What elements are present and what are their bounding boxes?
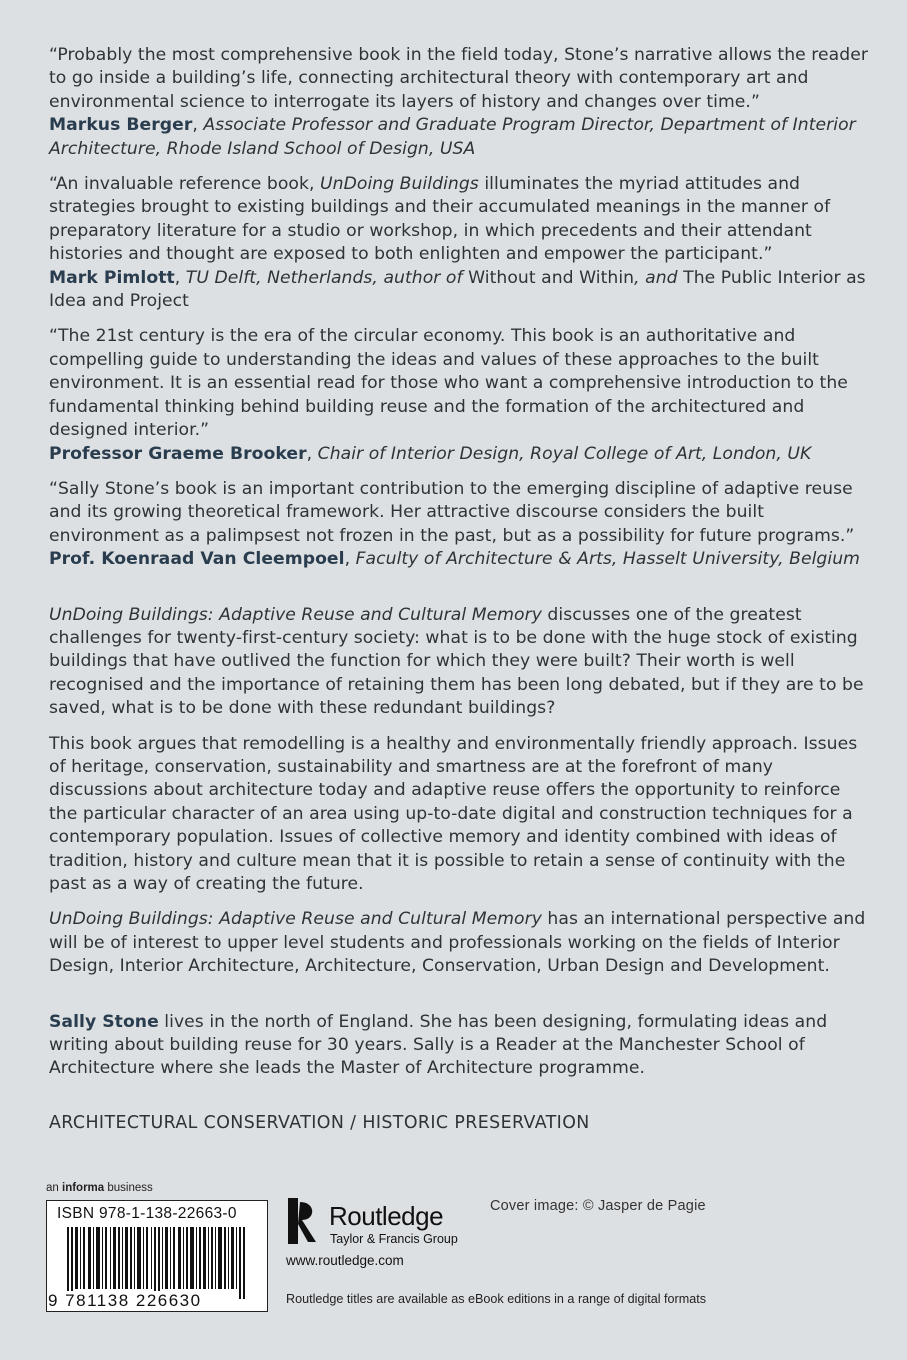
ean-digits: 9 781138 226630 xyxy=(48,1291,202,1310)
book-ref: Without and Within xyxy=(468,267,635,288)
review-quote: “Probably the most comprehensive book in the field today, Stone’s narrative allows the reader to go inside a building’s life, connecting architectural theory with contemporary art and environmental science to interrogate its layers of history and changes over time.” xyxy=(49,45,868,112)
isbn-number: ISBN 978-1-138-22663-0 xyxy=(57,1205,237,1222)
review-quote: “An invaluable reference book, UnDoing Buildings illuminates the myriad attitudes and strategies brought to existing buildings and their accumulated meanings in the manner of preparatory literature for a studio or workshop, in which precedents and their attendant histories and thought are exposed to both enlighten and empower the participant.” xyxy=(49,174,831,265)
publisher-footer xyxy=(46,1182,866,1322)
review-4 xyxy=(49,478,869,572)
author-name: Sally Stone xyxy=(49,1011,159,1032)
description-paragraph-2: This book argues that remodelling is a healthy and environmentally friendly approach. Issues of heritage, conservation, sustainability and smartness are at the forefront of many discussions about architecture today and adaptive reuse offers the opportunity to reinforce the particular character of an area using up-to-date digital and construction techniques for a contemporary population. Issues of collective memory and identity combined with ideas of tradition, history and culture mean that it is possible to retain a sense of continuity with the past as a way of creating the future. xyxy=(49,733,858,894)
author-bio: Sally Stone lives in the north of England. She has been designing, formulating ideas and writing about building reuse for 30 years. Sally is a Reader at the Manchester School of Architecture where she leads the Master of Architecture programme. xyxy=(49,1011,828,1079)
routledge-logo-icon xyxy=(286,1196,322,1248)
reviewer-name: Professor Graeme Brooker xyxy=(49,443,307,464)
description-paragraph-1: UnDoing Buildings: Adaptive Reuse and Cultural Memory discusses one of the greatest challenges for twenty-first-century society: what is to be done with the huge stock of existing buildings that have outlived the function for which they were built? Their worth is well recognised and the importance of retaining them has been long debated, but if they are to be saved, what is to be done with these redundant buildings? xyxy=(49,604,864,719)
reviewer-affiliation: Faculty of Architecture & Arts, Hasselt University, Belgium xyxy=(355,549,860,570)
book-title: UnDoing Buildings: Adaptive Reuse and Cultural Memory xyxy=(49,909,542,930)
book-title-ref: UnDoing Buildings xyxy=(320,174,479,195)
book-title: UnDoing Buildings: Adaptive Reuse and Cultural Memory xyxy=(49,604,542,625)
description-paragraph-3: UnDoing Buildings: Adaptive Reuse and Cultural Memory has an international perspective and will be of interest to upper level students and professionals working on the fields of Interior Design, Interior Architecture, Architecture, Conservation, Urban Design and Development. xyxy=(49,909,866,977)
publisher-url[interactable]: www.routledge.com xyxy=(286,1253,404,1268)
reviewer-name: Mark Pimlott xyxy=(49,267,175,288)
review-quote: “Sally Stone’s book is an important contribution to the emerging discipline of adaptive reuse and its growing theoretical framework. Her attractive discourse considers the built environment as a palimpsest not frozen in the past, but as a possibility for future programs.” xyxy=(49,478,855,546)
review-2 xyxy=(49,173,869,313)
informa-tagline: an informa business xyxy=(46,1182,153,1194)
book-ref: The Public Interior as Idea and Project xyxy=(49,267,866,312)
back-cover-text xyxy=(49,44,869,1133)
publisher-name: Routledge xyxy=(329,1201,444,1231)
reviewer-name: Markus Berger xyxy=(49,115,193,136)
cover-credit: Cover image: © Jasper de Pagie xyxy=(490,1198,706,1214)
subject-category: ARCHITECTURAL CONSERVATION / HISTORIC PRESERVATION xyxy=(49,1112,590,1133)
reviewer-name: Prof. Koenraad Van Cleempoel xyxy=(49,549,345,570)
review-credit: Prof. Koenraad Van Cleempoel, Faculty of Architecture & Arts, Hasselt University, Belgium xyxy=(49,549,860,570)
isbn-barcode-box xyxy=(46,1200,268,1312)
review-quote: “The 21st century is the era of the circular economy. This book is an authoritative and compelling guide to understanding the ideas and values of these approaches to the built environment. It is an essential read for those who want a comprehensive introduction to the fundamental thinking behind building reuse and the formation of the architectured and designed interior.” xyxy=(49,326,848,441)
review-1 xyxy=(49,44,869,161)
reviewer-affiliation: Associate Professor and Graduate Program Director, Department of Interior Architecture, Rhode Island School of Design, USA xyxy=(49,115,856,159)
ebook-note: Routledge titles are available as eBook editions in a range of digital formats xyxy=(286,1292,707,1306)
review-credit: Markus Berger, Associate Professor and Graduate Program Director, Department of Interior Architecture, Rhode Island School of Design, USA xyxy=(49,115,856,159)
reviewer-affiliation: Chair of Interior Design, Royal College of Art, London, UK xyxy=(317,443,812,464)
review-credit: Professor Graeme Brooker, Chair of Interior Design, Royal College of Art, London, UK xyxy=(49,443,812,464)
review-credit: Mark Pimlott, TU Delft, Netherlands, author of Without and Within, and The Public Interior as Idea and Project xyxy=(49,267,866,312)
book-description xyxy=(49,604,869,979)
review-3 xyxy=(49,325,869,465)
publisher-group: Taylor & Francis Group xyxy=(330,1232,458,1246)
